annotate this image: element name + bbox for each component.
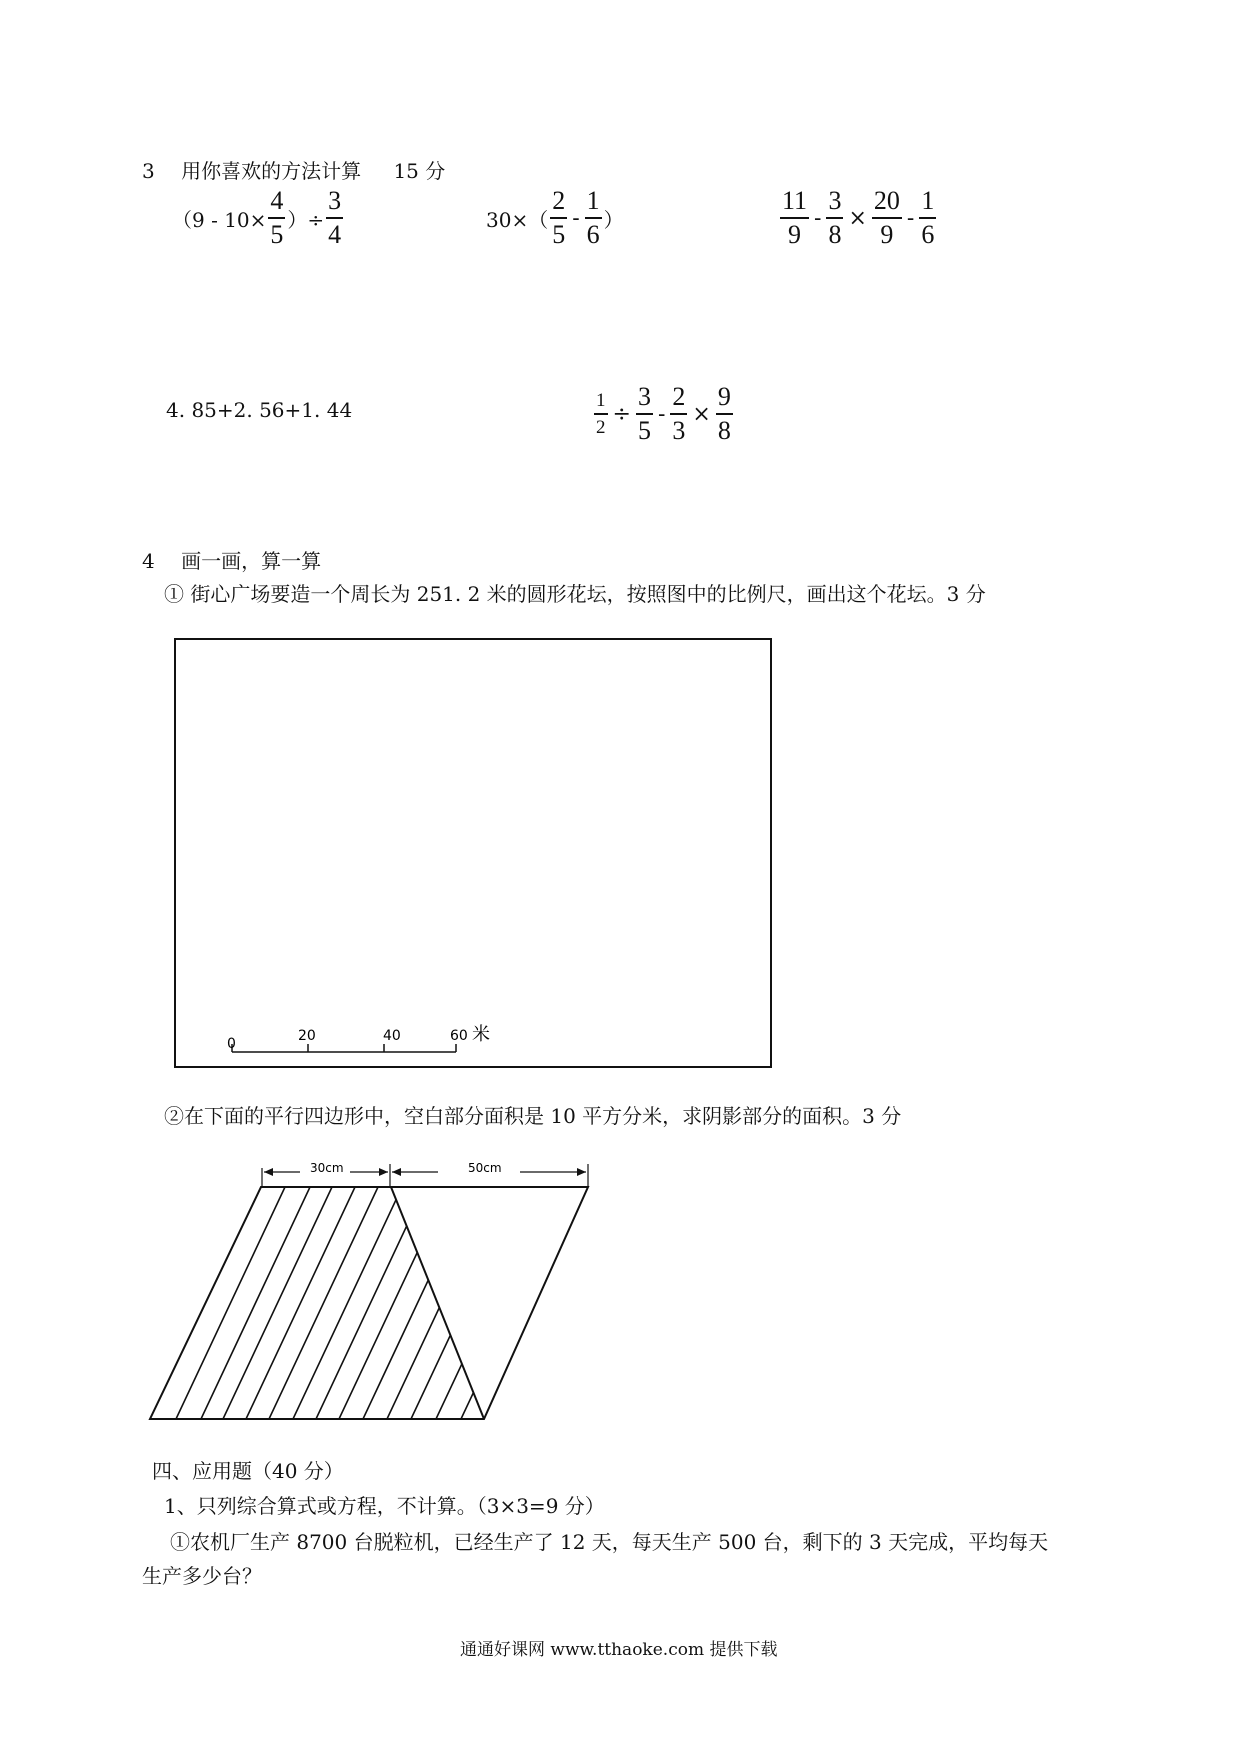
fraction: $\frac{3}{5}$: [637, 382, 651, 445]
section3-points: 15 分: [393, 159, 446, 183]
expression-3: [778, 188, 938, 248]
expr2-suffix: ）: [603, 207, 624, 232]
expr2-prefix: 30×（: [486, 207, 549, 232]
fraction: $\frac{1}{6}$: [921, 186, 935, 249]
part4-q1-line2: 生产多少台？: [142, 1564, 262, 1588]
dim-label-30cm: 30cm: [310, 1161, 344, 1175]
fraction: $\frac{9}{8}$: [717, 382, 731, 445]
expression-2: [486, 188, 624, 248]
section4-heading: [142, 545, 321, 574]
scale-unit: 米: [472, 1024, 490, 1045]
fraction: $\frac{1}{2}$: [596, 390, 606, 438]
question-4-1: ① 街心广场要造一个周长为 251. 2 米的圆形花坛，按照图中的比例尺，画出这个花坛。3 分: [164, 582, 986, 606]
minus-sign: -: [814, 205, 822, 231]
footer: 通通好课网 www.tthaoke.com 提供下载: [460, 1640, 778, 1660]
scale-label-40: 40: [383, 1028, 401, 1044]
minus-sign: -: [657, 401, 666, 427]
expr1-prefix: （9 - 10×: [172, 207, 267, 232]
minus-sign: -: [906, 205, 915, 231]
expression-4: 4. 85+2. 56+1. 44: [166, 398, 353, 422]
expression-1: [172, 188, 345, 248]
parallelogram-figure: [140, 1150, 600, 1430]
fraction: $\frac{4}{5}$: [270, 186, 284, 249]
part4-q1-line1: ①农机厂生产 8700 台脱粒机，已经生产了 12 天，每天生产 500 台，剩下的 3 天完成，平均每天: [170, 1530, 1049, 1554]
times-sign: ×: [692, 401, 711, 427]
fraction: $\frac{1}{6}$: [586, 186, 600, 249]
dimension-50cm: [390, 1161, 588, 1186]
fraction: $\frac{20}{9}$: [873, 186, 900, 249]
fraction: $\frac{3}{4}$: [328, 186, 342, 249]
scale-label-0: 0: [227, 1036, 236, 1052]
part4-title: 四、应用题（40 分）: [152, 1459, 344, 1483]
section4-title: 画一画，算一算: [181, 549, 322, 573]
scale-label-60: 60: [450, 1028, 468, 1044]
times-sign: ×: [848, 205, 867, 231]
divide-sign: ÷: [612, 401, 631, 427]
section3-number: 3: [142, 159, 155, 183]
fraction: $\frac{11}{9}$: [782, 186, 808, 249]
question-4-2: ②在下面的平行四边形中，空白部分面积是 10 平方分米，求阴影部分的面积。3 分: [164, 1104, 902, 1128]
dim-label-50cm: 50cm: [468, 1161, 502, 1175]
expr1-mid: ）÷: [287, 207, 325, 232]
minus-sign: -: [572, 205, 580, 231]
shaded-area: [176, 1187, 570, 1419]
part4-sub1: 1、只列综合算式或方程，不计算。（3×3=9 分）: [164, 1494, 605, 1518]
fraction: $\frac{3}{8}$: [828, 186, 842, 249]
section3-heading: [142, 155, 445, 184]
scale-bar: [227, 1024, 490, 1052]
section4-number: 4: [142, 549, 155, 573]
expression-5: [592, 384, 735, 444]
drawing-box: [174, 638, 774, 1072]
fraction: $\frac{2}{3}$: [672, 382, 686, 445]
scale-label-20: 20: [298, 1028, 316, 1044]
section3-title: 用你喜欢的方法计算: [181, 159, 362, 183]
dimension-30cm: [262, 1161, 388, 1186]
fraction: $\frac{2}{5}$: [552, 186, 566, 249]
